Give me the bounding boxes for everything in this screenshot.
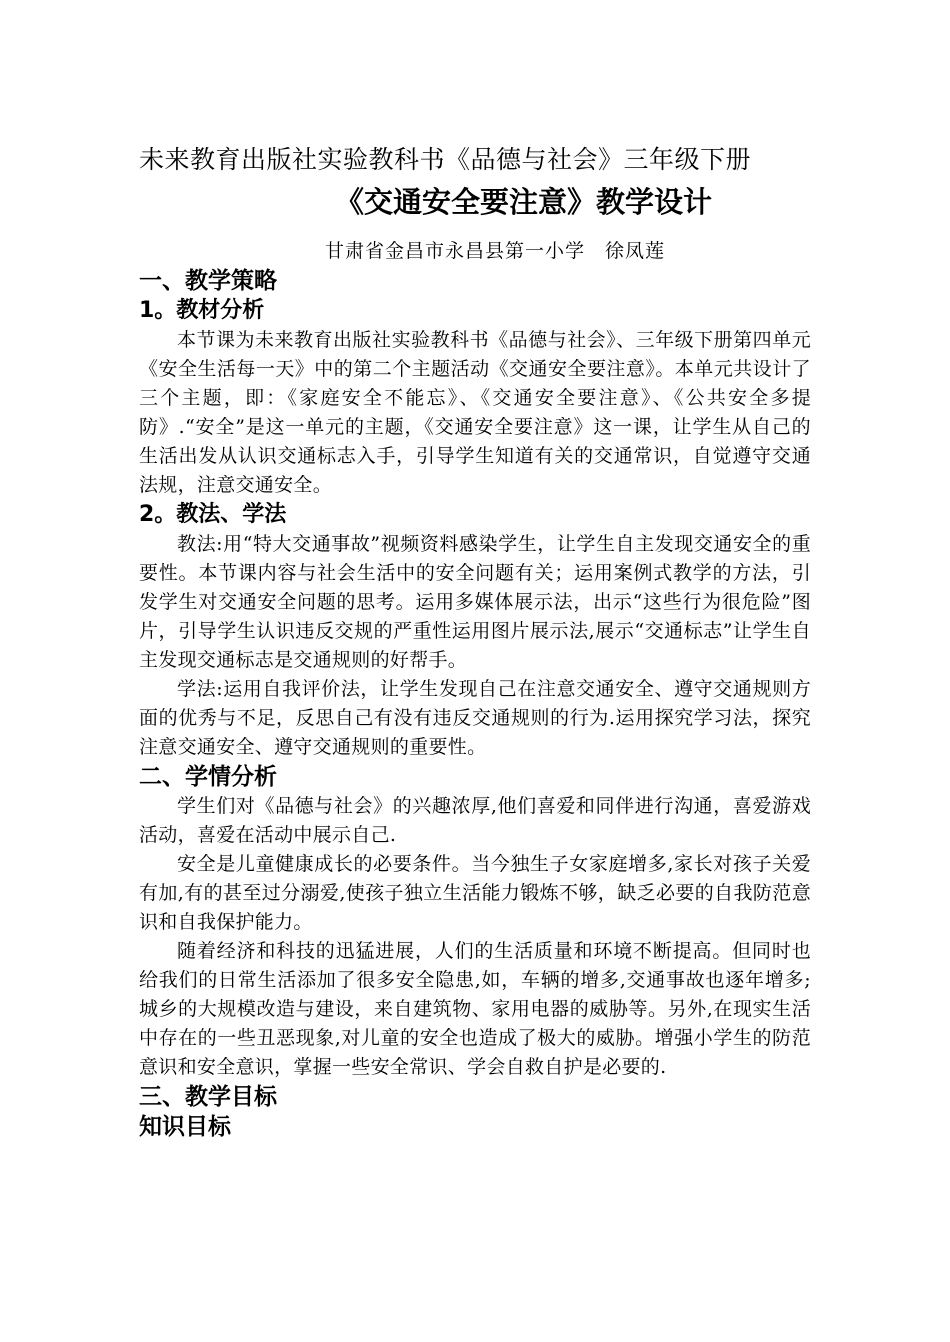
paragraph-learners-environment: 随着经济和科技的迅猛进展，人们的生活质量和环境不断提高。但同时也给我们的日常生活添加了很多安全隐患,如，车辆的增多,交通事故也逐年增多;城乡的大规模改造与建设，来自建筑物、家用电器的威胁等。另外,在现实生活中存在的一些丑恶现象,对儿童的安全也造成了极大的威胁。增强小学生的防范意识和安全意识，掌握一些安全常识、学会自救自护是必要的. xyxy=(139,940,811,1078)
section-heading-learners: 二、学情分析 xyxy=(139,764,277,790)
section-heading-goals: 三、教学目标 xyxy=(139,1084,277,1110)
paragraph-teaching-method: 教法:用“特大交通事故”视频资料感染学生，让学生自主发现交通安全的重要性。本节课内容与社会生活中的安全问题有关；运用案例式教学的方法，引发学生对交通安全问题的思考。运用多媒体展示法，出示“这些行为很危险”图片，引导学生认识违反交规的严重性运用图片展示法,展示“交通标志”让学生自主发现交通标志是交通规则的好帮手。 xyxy=(139,533,811,671)
subheading-knowledge-goals: 知识目标 xyxy=(139,1114,231,1140)
document-content xyxy=(139,140,811,1142)
subheading-teaching-methods: 2。教法、学法 xyxy=(139,502,287,527)
subheading-material-analysis: 1。教材分析 xyxy=(139,298,265,323)
paragraph-learners-safety: 安全是儿童健康成长的必要条件。当今独生子女家庭增多,家长对孩子关爱有加,有的甚至过分溺爱,使孩子独立生活能力锻炼不够，缺乏必要的自我防范意识和自我保护能力。 xyxy=(139,853,811,933)
document-title: 《交通安全要注意》教学设计 xyxy=(335,185,713,219)
paragraph-learning-method: 学法:运用自我评价法，让学生发现自己在注意交通安全、遵守交通规则方面的优秀与不足，反思自己有没有违反交通规则的行为.运用探究学习法，探究注意交通安全、遵守交通规则的重要性。 xyxy=(139,678,811,758)
section-heading-strategy: 一、教学策略 xyxy=(139,268,277,294)
author-line: 甘肃省金昌市永昌县第一小学 徐凤莲 xyxy=(325,240,666,262)
paragraph-learners-interest: 学生们对《品德与社会》的兴趣浓厚,他们喜爱和同伴进行沟通，喜爱游戏活动，喜爱在活动中展示自己. xyxy=(139,795,811,846)
paragraph-material-analysis: 本节课为未来教育出版社实验教科书《品德与社会》、三年级下册第四单元《安全生活每一天》中的第二个主题活动《交通安全要注意》。本单元共设计了三个主题，即：《家庭安全不能忘》、《交通安全要注意》、《公共安全多提防》.“安全”是这一单元的主题，《交通安全要注意》这一课，让学生从自己的生活出发从认识交通标志入手，引导学生知道有关的交通常识，自觉遵守交通法规，注意交通安全。 xyxy=(139,329,811,496)
series-line: 未来教育出版社实验教科书《品德与社会》三年级下册 xyxy=(139,145,752,174)
